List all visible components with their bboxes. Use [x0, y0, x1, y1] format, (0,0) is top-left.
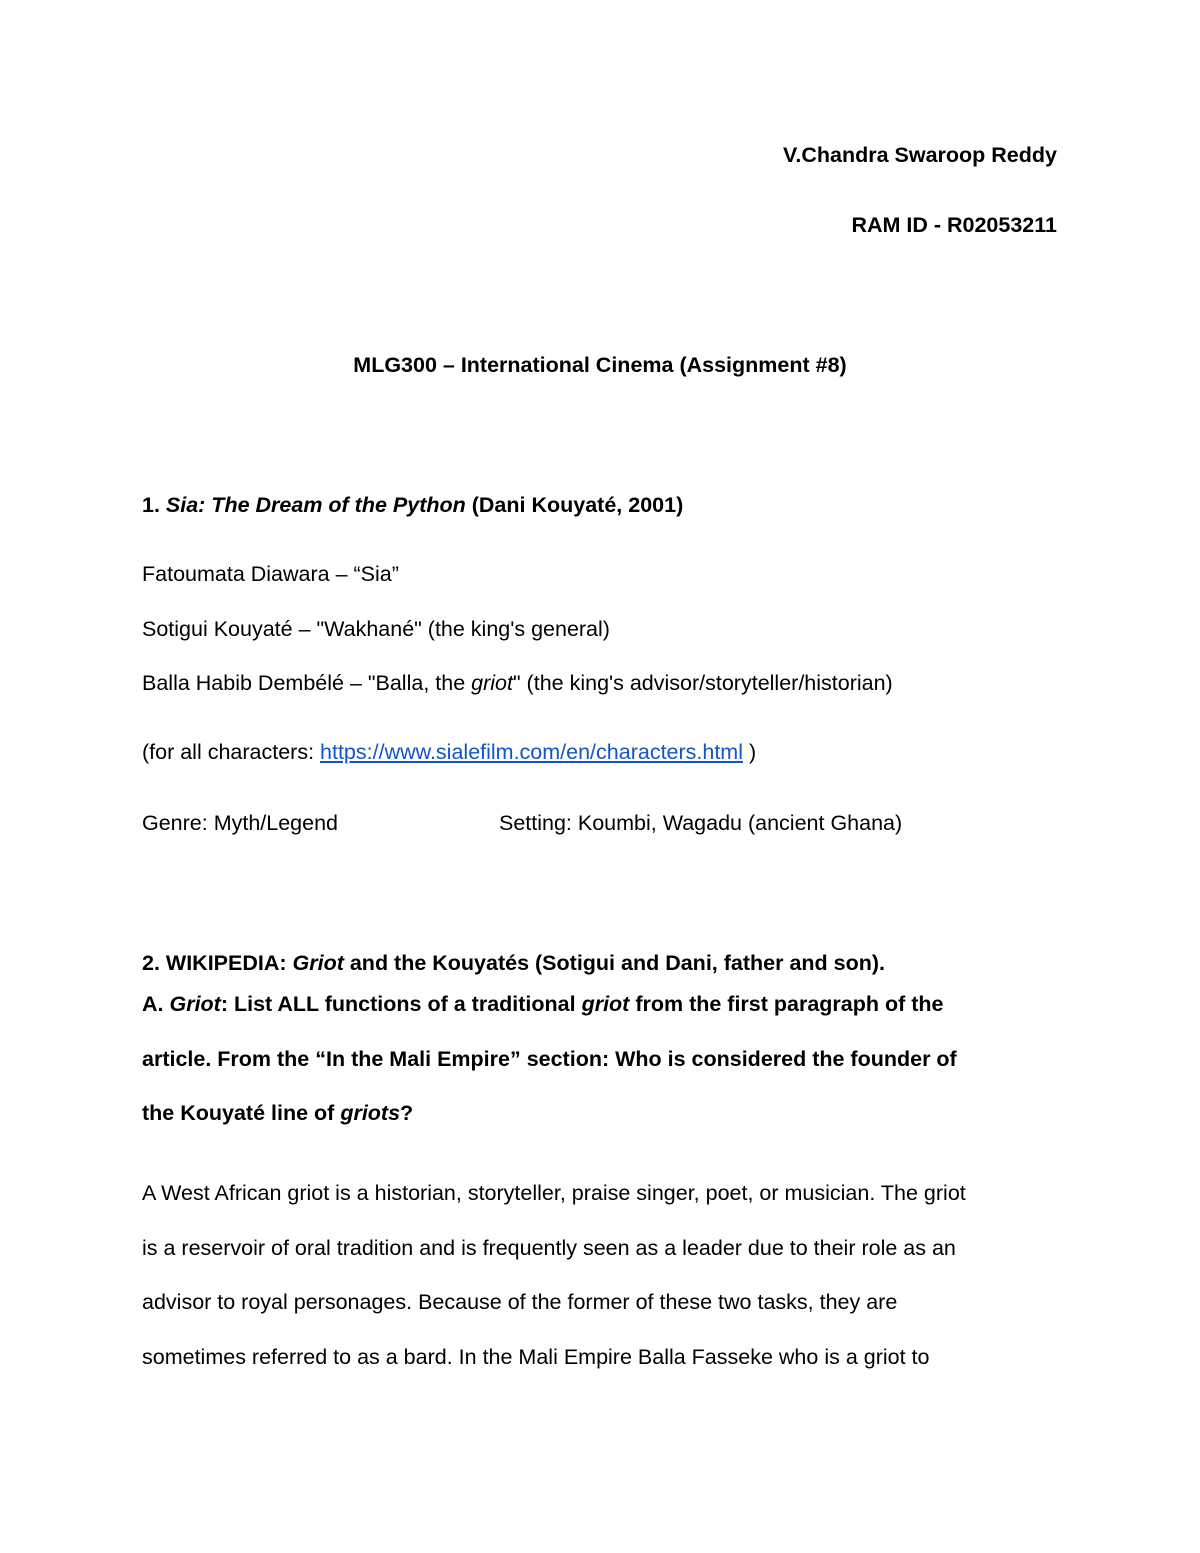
characters-line: [142, 740, 756, 765]
cast-line-3: [142, 671, 893, 696]
q3-italic: griots: [340, 1101, 401, 1125]
film-info: (Dani Kouyaté, 2001): [465, 493, 684, 517]
answer-paragraph: [142, 1166, 1062, 1384]
section1-number: 1.: [142, 493, 166, 517]
cast-line-2: Sotigui Kouyaté – "Wakhané" (the king's general): [142, 617, 610, 641]
qa-mid-2: from the first paragraph of the: [629, 992, 944, 1016]
author-name: V.Chandra Swaroop Reddy: [783, 143, 1057, 167]
characters-suffix: ): [743, 740, 757, 764]
qa-italic-1: Griot: [169, 992, 221, 1016]
section2-suffix: and the Kouyatés (Sotigui and Dani, father and son).: [343, 951, 885, 975]
section1-heading: [142, 493, 683, 518]
cast-line-1: Fatoumata Diawara – “Sia”: [142, 562, 399, 586]
film-title: Sia: The Dream of the Python: [165, 493, 466, 517]
section2-italic: Griot: [292, 951, 344, 975]
q3-prefix: the Kouyaté line of: [142, 1101, 341, 1125]
characters-link[interactable]: https://www.sialefilm.com/en/characters.html: [320, 740, 743, 764]
question-line-3: [142, 1086, 1062, 1141]
answer-line: sometimes referred to as a bard. In the Mali Empire Balla Fasseke who is a griot to: [142, 1344, 930, 1369]
question-line-1: [142, 977, 1062, 1032]
qa-italic-2: griot: [581, 992, 630, 1016]
answer-line: advisor to royal personages. Because of the former of these two tasks, they are: [142, 1290, 898, 1314]
question-a: [142, 977, 1062, 1141]
question-line-2: article. From the “In the Mali Empire” section: Who is considered the founder of: [142, 1046, 957, 1071]
setting: Setting: Koumbi, Wagadu (ancient Ghana): [499, 811, 903, 835]
qa-prefix: A.: [142, 992, 170, 1016]
characters-prefix: (for all characters:: [142, 740, 321, 764]
cast3-suffix: " (the king's advisor/storyteller/historian): [512, 671, 893, 695]
q3-suffix: ?: [400, 1101, 414, 1125]
ram-id: RAM ID - R02053211: [851, 213, 1057, 237]
section2-heading: [142, 951, 885, 976]
genre: Genre: Myth/Legend: [142, 811, 339, 835]
answer-line: A West African griot is a historian, storyteller, praise singer, poet, or musician. The griot: [142, 1181, 966, 1205]
qa-mid-1: : List ALL functions of a traditional: [220, 992, 582, 1016]
section2-prefix: 2. WIKIPEDIA:: [142, 951, 293, 975]
cast3-italic: griot: [471, 671, 513, 695]
answer-line: is a reservoir of oral tradition and is frequently seen as a leader due to their role as an: [142, 1235, 956, 1260]
cast3-prefix: Balla Habib Dembélé – "Balla, the: [142, 671, 472, 695]
document-title: MLG300 – International Cinema (Assignment #8): [353, 353, 847, 377]
